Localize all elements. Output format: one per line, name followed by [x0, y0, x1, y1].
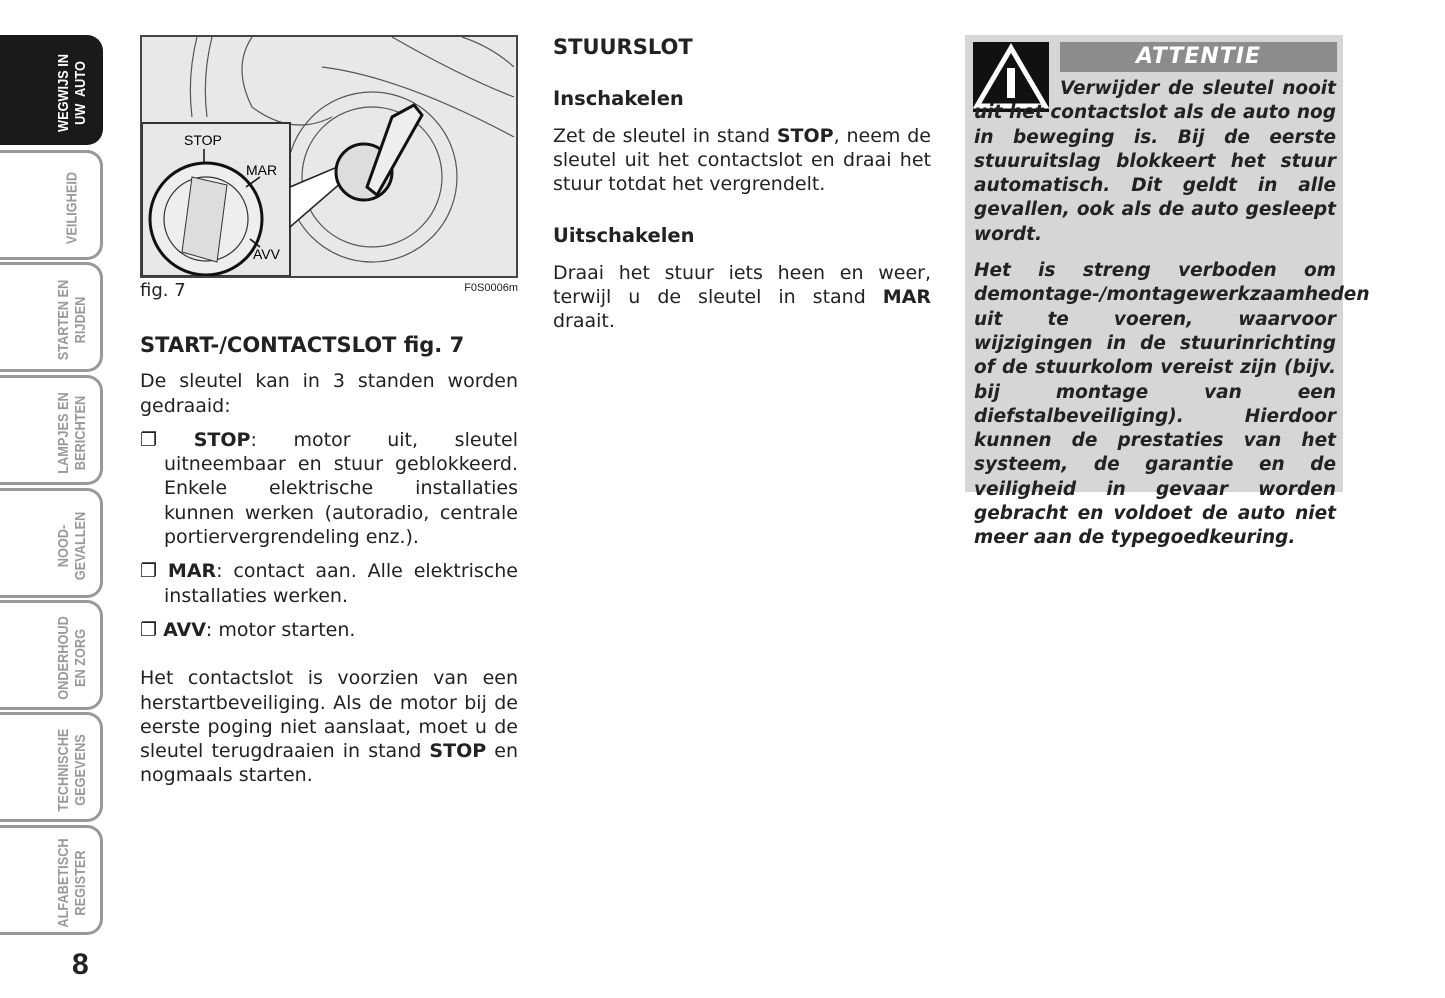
tab-alfabetisch-register[interactable] [0, 825, 103, 935]
figure-caption: fig. 7 [140, 280, 186, 301]
tab-label: LAMPJES EN BERICHTEN [55, 392, 89, 474]
tab-label: VEILIGHEID [63, 171, 81, 245]
intro-text: De sleutel kan in 3 standen worden gedraaid: [140, 370, 518, 417]
figure-code: F0S0006m [464, 282, 518, 294]
tab-label: WEGWIJS IN UW AUTO [55, 54, 89, 132]
tab-veiligheid[interactable] [0, 150, 103, 260]
left-column [140, 333, 518, 788]
list-item: ❐ MAR: contact aan. Alle elektrische installaties werken. [140, 560, 518, 607]
list-item: ❐ AVV: motor starten. [140, 618, 356, 641]
section-heading: STUURSLOT [553, 35, 693, 59]
paragraph: Het contactslot is voorzien van een herstartbeveiliging. Als de motor bij de eerste poging niet aanslaat, moet u de sleutel terugdraaien in stand STOP en nogmaals starten. [140, 667, 518, 787]
tab-label: ONDERHOUD EN ZORG [55, 616, 89, 700]
figure-caption-row [140, 280, 518, 301]
tab-noodgevallen[interactable] [0, 488, 103, 598]
warning-body [974, 77, 1370, 551]
tab-label: STARTEN EN RIJDEN [55, 279, 89, 361]
subheading: Inschakelen [553, 87, 684, 111]
tab-onderhoud-en-zorg[interactable] [0, 600, 103, 710]
avv-label: AVV [253, 246, 280, 262]
tab-label: NOOD- GEVALLEN [55, 511, 89, 581]
tab-starten-en-rijden[interactable] [0, 262, 103, 372]
tab-lampjes-en-berichten[interactable] [0, 375, 103, 485]
paragraph: Zet de sleutel in stand STOP, neem de sleutel uit het contactslot en draai het stuur totdat het vergrendelt. [553, 124, 931, 196]
stop-label: STOP [184, 132, 222, 148]
warning-paragraph: Verwijder de sleutel nooit uit het contactslot als de auto nog in beweging is. Bij de eerste stuuruitslag blokkeert het stuur automatisch. Dit geldt in alle gevallen, ook als de auto gesleept wordt. [974, 78, 1336, 245]
tab-wegwijs-in-uw-auto[interactable] [0, 35, 103, 145]
bullet-icon: ❐ [140, 618, 158, 641]
page-number: 8 [72, 948, 89, 981]
list-item: ❐ STOP: motor uit, sleutel uitneembaar en stuur geblokkeerd. Enkele elektrische installaties kunnen werken (autoradio, centrale portiervergrendeling enz.). [140, 428, 518, 549]
mar-label: MAR [246, 162, 278, 178]
warning-title: ATTENTIE [1060, 42, 1337, 72]
bullet-icon: ❐ [140, 428, 158, 451]
subheading: Uitschakelen [553, 224, 695, 248]
warning-paragraph: Het is streng verboden om demontage-/montagewerkzaamheden uit te voeren, waarvoor wijzigingen in de stuurinrichting of de stuurkolom vereist zijn (bijv. bij montage van een diefstalbeveiliging). Hierdoor kunnen de prestaties van het systeem, de garantie en de veiligheid in gevaar worden gebracht en voldoet de auto niet meer aan de typegoedkeuring. [974, 260, 1370, 549]
middle-column [553, 35, 931, 334]
tab-label: TECHNISCHE GEGEVENS [55, 728, 89, 812]
paragraph: Draai het stuur iets heen en weer, terwijl u de sleutel in stand MAR draait. [553, 261, 931, 333]
tab-technische-gegevens[interactable] [0, 712, 103, 822]
section-heading: START-/CONTACTSLOT fig. 7 [140, 333, 465, 357]
tab-label: ALFABETISCH REGISTER [55, 838, 89, 928]
bullet-icon: ❐ [140, 560, 158, 583]
ignition-figure [140, 35, 518, 278]
warning-box [965, 35, 1370, 549]
